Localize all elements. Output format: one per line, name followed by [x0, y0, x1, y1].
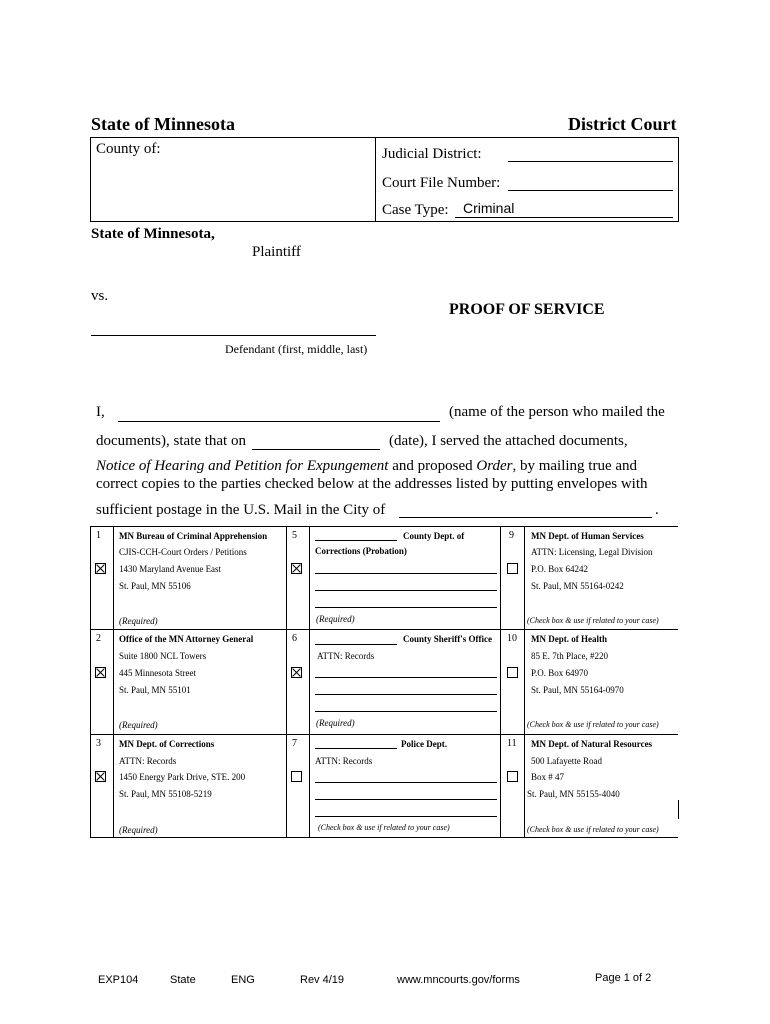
row3-col2-address-line1[interactable]: [315, 782, 497, 783]
court-file-number-label: Court File Number:: [382, 175, 501, 191]
row1-col1-line3: St. Paul, MN 55106: [119, 581, 191, 591]
defendant-label: Defendant (first, middle, last): [225, 342, 368, 356]
statement-line2-start: documents), state that on: [96, 433, 246, 449]
table-left-border: [90, 526, 91, 837]
row1-col2-address-line2[interactable]: [315, 590, 497, 591]
row2-col1-line2: 445 Minnesota Street: [119, 668, 196, 678]
judicial-district-field[interactable]: [508, 161, 673, 162]
statement-i: I,: [96, 404, 105, 420]
row3-col2-address-line3[interactable]: [315, 816, 497, 817]
row2-col2-number: 6: [292, 633, 297, 644]
table-col-divider-e: [524, 526, 525, 837]
row2-col2-name: County Sheriff's Office: [403, 634, 492, 644]
row1-col2-name-a: County Dept. of: [403, 531, 465, 541]
row1-col1-note: (Required): [119, 616, 158, 626]
row1-col1-name: MN Bureau of Criminal Apprehension: [119, 531, 268, 541]
table-row-divider-1: [90, 629, 678, 630]
plaintiff-name: State of Minnesota,: [91, 226, 215, 242]
state-heading: State of Minnesota: [91, 114, 235, 134]
table-top-border: [90, 526, 678, 527]
row1-col3-line3: St. Paul, MN 55164-0242: [531, 581, 624, 591]
row2-col2-address-line2[interactable]: [315, 694, 497, 695]
court-heading: District Court: [568, 114, 677, 134]
row3-col1-name: MN Dept. of Corrections: [119, 739, 215, 749]
row2-col2-address-line1[interactable]: [315, 677, 497, 678]
order-title: Order: [476, 458, 513, 474]
footer-form-id: EXP104: [98, 974, 139, 986]
row3-col2-checkbox[interactable]: [291, 771, 302, 782]
row3-col2-name: Police Dept.: [401, 739, 447, 749]
statement-line3-end: , by mailing true and: [512, 458, 638, 474]
judicial-district-label: Judicial District:: [382, 146, 482, 162]
row2-col2-checkbox[interactable]: [291, 667, 302, 678]
row1-col1-number: 1: [96, 530, 101, 541]
row3-col3-line3: St. Paul, MN 55155-4040: [527, 789, 620, 799]
table-row-divider-2: [90, 734, 678, 735]
statement-line4: correct copies to the parties checked below at the addresses listed by putting envelopes with: [96, 476, 648, 492]
row1-col3-line2: P.O. Box 64242: [531, 564, 589, 574]
row3-col3-line1: 500 Lafayette Road: [531, 756, 602, 766]
row3-col1-line1: ATTN: Records: [119, 756, 177, 766]
row1-col2-name-b: Corrections (Probation): [315, 546, 407, 556]
row2-col1-number: 2: [96, 633, 101, 644]
plaintiff-label: Plaintiff: [252, 244, 301, 260]
row2-col3-checkbox[interactable]: [507, 667, 518, 678]
table-col-divider-d: [500, 526, 501, 837]
vs-label: vs.: [91, 288, 109, 304]
statement-period: .: [655, 502, 659, 518]
county-label: County of:: [96, 141, 161, 157]
row2-col2-address-line3[interactable]: [315, 711, 497, 712]
row2-col2-line1: ATTN: Records: [317, 651, 375, 661]
case-type-field[interactable]: [455, 217, 673, 218]
row3-col1-number: 3: [96, 738, 101, 749]
footer-page-number: Page 1 of 2: [595, 972, 652, 984]
row1-col2-note: (Required): [316, 614, 355, 624]
row2-col2-county-field[interactable]: [315, 644, 397, 645]
case-type-value[interactable]: Criminal: [463, 200, 515, 216]
table-col-divider-c: [309, 526, 310, 837]
row3-col3-checkbox[interactable]: [507, 771, 518, 782]
row3-col3-note: (Check box & use if related to your case): [527, 825, 659, 834]
row1-col3-note: (Check box & use if related to your case): [527, 616, 659, 625]
statement-line3: [96, 458, 637, 475]
footer-url[interactable]: www.mncourts.gov/forms: [397, 974, 520, 986]
mailing-city-field[interactable]: [399, 517, 652, 518]
footer-language: ENG: [231, 974, 255, 986]
row3-col3-line2: Box # 47: [531, 772, 565, 782]
row3-col2-number: 7: [292, 738, 297, 749]
court-file-number-field[interactable]: [508, 190, 673, 191]
row1-col2-address-line3[interactable]: [315, 607, 497, 608]
row2-col1-line1: Suite 1800 NCL Towers: [119, 651, 207, 661]
row3-col2-note: (Check box & use if related to your case): [318, 823, 450, 832]
footer-revision: Rev 4/19: [300, 974, 345, 986]
caption-divider: [375, 137, 376, 222]
mailer-name-field[interactable]: [118, 421, 440, 422]
row1-col1-line1: CJIS-CCH-Court Orders / Petitions: [119, 547, 247, 557]
row3-col2-city-field[interactable]: [315, 748, 397, 749]
row1-col2-number: 5: [292, 530, 297, 541]
statement-line2-end: (date), I served the attached documents,: [389, 433, 628, 449]
row2-col1-checkbox[interactable]: [95, 667, 106, 678]
table-col-divider-b: [286, 526, 287, 837]
table-right-mark: [678, 800, 679, 819]
defendant-name-field[interactable]: [91, 335, 376, 336]
row2-col3-line3: St. Paul, MN 55164-0970: [531, 685, 624, 695]
row2-col3-number: 10: [507, 633, 517, 644]
row1-col3-name: MN Dept. of Human Services: [531, 531, 644, 541]
row1-col1-checkbox[interactable]: [95, 563, 106, 574]
row2-col2-note: (Required): [316, 718, 355, 728]
row1-col3-checkbox[interactable]: [507, 563, 518, 574]
statement-name-hint: (name of the person who mailed the: [449, 404, 665, 420]
row1-col3-number: 9: [509, 530, 514, 541]
row3-col1-line2: 1450 Energy Park Drive, STE. 200: [119, 772, 246, 782]
row1-col3-line1: ATTN: Licensing, Legal Division: [531, 547, 653, 557]
row1-col2-address-line1[interactable]: [315, 573, 497, 574]
row2-col3-line2: P.O. Box 64970: [531, 668, 589, 678]
row3-col1-line3: St. Paul, MN 55108-5219: [119, 789, 212, 799]
row3-col1-checkbox[interactable]: [95, 771, 106, 782]
row1-col2-checkbox[interactable]: [291, 563, 302, 574]
row2-col3-note: (Check box & use if related to your case): [527, 720, 659, 729]
row2-col1-line3: St. Paul, MN 55101: [119, 685, 191, 695]
row3-col2-address-line2[interactable]: [315, 799, 497, 800]
notice-title: Notice of Hearing and Petition for Expungement: [96, 458, 389, 474]
statement-line5: sufficient postage in the U.S. Mail in the City of: [96, 502, 386, 518]
row3-col2-line1: ATTN: Records: [315, 756, 373, 766]
case-type-label: Case Type:: [382, 202, 449, 218]
footer-level: State: [170, 974, 196, 986]
table-col-divider-a: [113, 526, 114, 837]
and-proposed: and proposed: [388, 458, 477, 474]
row2-col3-name: MN Dept. of Health: [531, 634, 607, 644]
document-title: PROOF OF SERVICE: [449, 301, 605, 318]
row3-col3-name: MN Dept. of Natural Resources: [531, 739, 653, 749]
row3-col1-note: (Required): [119, 825, 158, 835]
row2-col1-name: Office of the MN Attorney General: [119, 634, 254, 644]
row2-col3-line1: 85 E. 7th Place, #220: [531, 651, 608, 661]
row1-col1-line2: 1430 Maryland Avenue East: [119, 564, 222, 574]
table-bottom-border: [90, 837, 678, 838]
service-date-field[interactable]: [252, 449, 380, 450]
row2-col1-note: (Required): [119, 720, 158, 730]
row1-col2-county-field[interactable]: [315, 540, 397, 541]
row3-col3-number: 11: [507, 738, 517, 749]
